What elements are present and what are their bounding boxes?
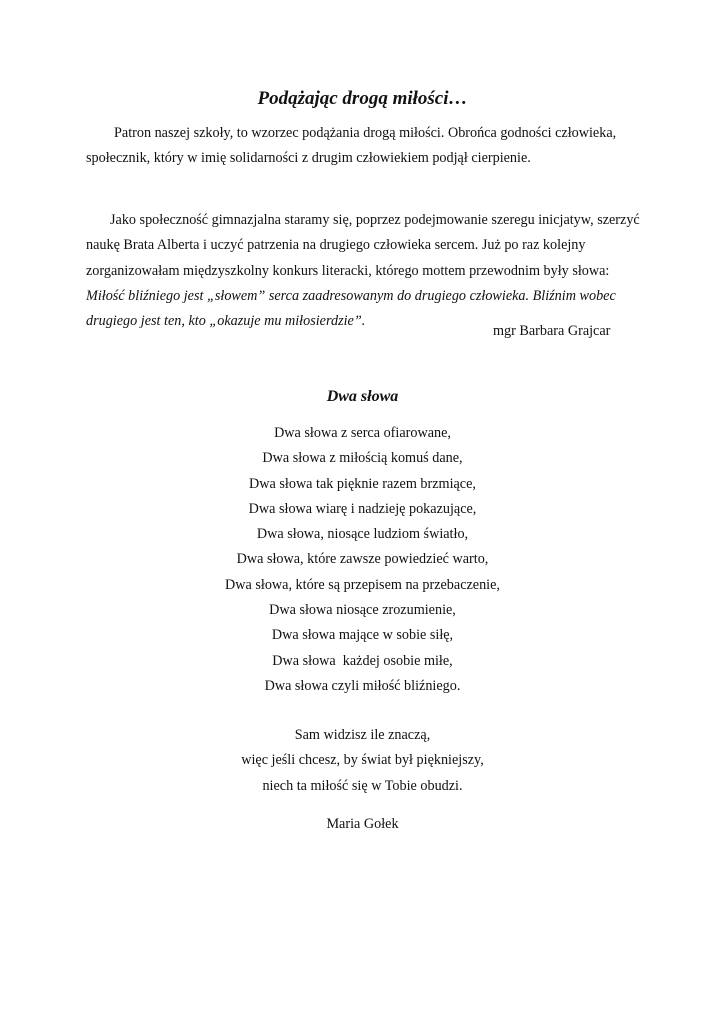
poem-line: niech ta miłość się w Tobie obudzi. bbox=[262, 777, 463, 794]
article-signature: mgr Barbara Grajcar bbox=[493, 323, 611, 339]
paragraph-2-text: Jako społeczność gimnazjalna staramy się, poprzez podejmowanie szeregu inicjatyw, szerzyć naukę Brata Alberta i uczyć patrzenia na drugiego człowieka sercem. Już po raz kolejny zorganizowałam międzyszkolny konkurs literacki, którego mottem przewodnim były słowa: bbox=[86, 212, 640, 279]
poem-title: Dwa słowa bbox=[326, 388, 399, 405]
intro-paragraph-2 bbox=[86, 208, 642, 334]
poem-line: więc jeśli chcesz, by świat był piękniejszy, bbox=[241, 752, 484, 769]
poem-stanza-2 bbox=[0, 723, 725, 799]
poem-line: Dwa słowa, które są przepisem na przebaczenie, bbox=[225, 576, 500, 593]
poem-line: Dwa słowa niosące zrozumienie, bbox=[269, 602, 456, 619]
poem-line: Dwa słowa mające w sobie siłę, bbox=[271, 627, 454, 644]
poem-line: Dwa słowa wiarę i nadzieję pokazujące, bbox=[248, 500, 477, 517]
poem-line: Sam widzisz ile znaczą, bbox=[294, 727, 431, 743]
intro-paragraph-1: Patron naszej szkoły, to wzorzec podążania drogą miłości. Obrońca godności człowieka, społecznik, który w imię solidarności z drugim człowiekiem podjął cierpienie. bbox=[86, 125, 617, 167]
poem-line: Dwa słowa każdej osobie miłe, bbox=[272, 652, 453, 669]
poem-stanza-1 bbox=[0, 421, 725, 699]
poem-line: Dwa słowa tak pięknie razem brzmiące, bbox=[249, 475, 476, 492]
article-title: Podążając drogą miłości… bbox=[257, 88, 468, 109]
poem-line: Dwa słowa z serca ofiarowane, bbox=[274, 425, 451, 441]
poem-line: Dwa słowa, niosące ludziom światło, bbox=[256, 526, 469, 543]
poem-line: Dwa słowa czyli miłość bliźniego. bbox=[264, 677, 461, 694]
poem-line: Dwa słowa z miłością komuś dane, bbox=[262, 450, 463, 467]
contest-motto: Miłość bliźniego jest „słowem” serca zaadresowanym do drugiego człowieka. Bliźnim wobec drugiego jest ten, kto „okazuje mu miłosierdzie”. bbox=[86, 287, 616, 330]
poem-author: Maria Gołek bbox=[326, 816, 399, 832]
poem-line: Dwa słowa, które zawsze powiedzieć warto, bbox=[236, 551, 489, 568]
